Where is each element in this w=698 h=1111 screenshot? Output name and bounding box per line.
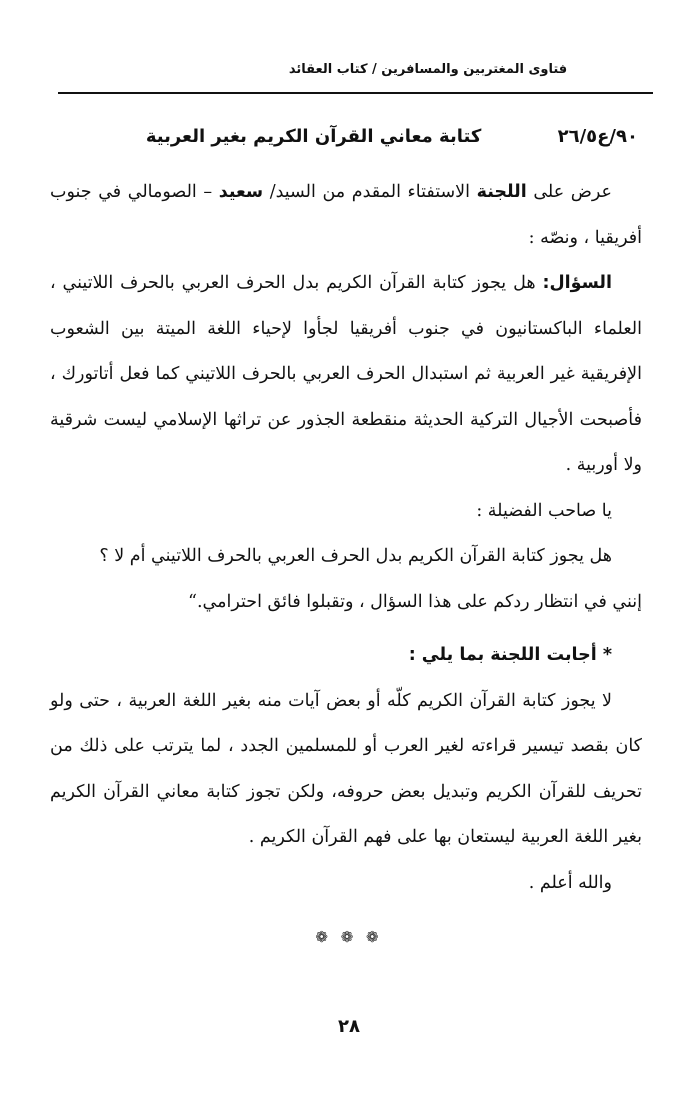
question-repeat: هل يجوز كتابة القرآن الكريم بدل الحرف العربي بالحرف اللاتيني أم لا ؟ xyxy=(99,546,612,566)
ornament-divider: ❁ ❁ ❁ xyxy=(315,928,383,946)
question-label: السؤال: xyxy=(542,273,612,293)
salutation: يا صاحب الفضيلة : xyxy=(476,500,612,521)
committee-word: اللجنة xyxy=(476,182,527,202)
intro-lead: عرض على xyxy=(526,182,612,202)
answer-label: * أجابت اللجنة بما يلي : xyxy=(408,645,612,665)
fatwa-number: ٩٠/ع٢٦/٥ xyxy=(557,126,638,147)
intro-paragraph xyxy=(50,170,642,261)
question-text: هل يجوز كتابة القرآن الكريم بدل الحرف العربي بالحرف اللاتيني ، العلماء الباكستانيون في جنوب أفريقيا لجأوا لإحياء اللغة الميتة بين الشعوب الإفريقية غير العربية ثم استبدال الحرف العربي بالحرف اللاتيني كما فعل أتاتورك ، فأصبحت الأجيال التركية الحديثة منقطعة الجذور عن تراثها الإسلامي ليست شرقية ولا أوربية . xyxy=(50,273,642,475)
answer-text: لا يجوز كتابة القرآن الكريم كلّه أو بعض آيات منه بغير اللغة العربية ، حتى ولو كان بقصد تيسير قراءته لغير العرب أو للمسلمين الجدد ، لما يترتب على ذلك من تحريف للقرآن الكريم وتبديل بعض حروفه، ولكن تجوز كتابة معاني القرآن الكريم بغير اللغة العربية ليستعان بها على فهم القرآن الكريم . xyxy=(50,690,642,847)
page-number: ٢٨ xyxy=(338,1016,360,1037)
running-header: فتاوى المغتربين والمسافرين / كتاب العقائد xyxy=(288,62,568,77)
question-closing: إنني في انتظار ردكم على هذا السؤال ، وتقبلوا فائق احترامي.“ xyxy=(188,591,642,612)
body-text xyxy=(50,170,642,906)
question-paragraph xyxy=(50,261,642,489)
fatwa-heading xyxy=(53,126,638,147)
requester-name: سعيد xyxy=(218,182,264,202)
intro-text-2: – الصومالي في جنوب أفريقيا ، ونصّه : xyxy=(50,182,642,248)
fatwa-title: كتابة معاني القرآن الكريم بغير العربية xyxy=(145,126,482,147)
intro-text-1: الاستفتاء المقدم من السيد/ xyxy=(263,182,477,202)
answer-closing: والله أعلم . xyxy=(528,872,612,893)
header-rule xyxy=(58,92,653,94)
